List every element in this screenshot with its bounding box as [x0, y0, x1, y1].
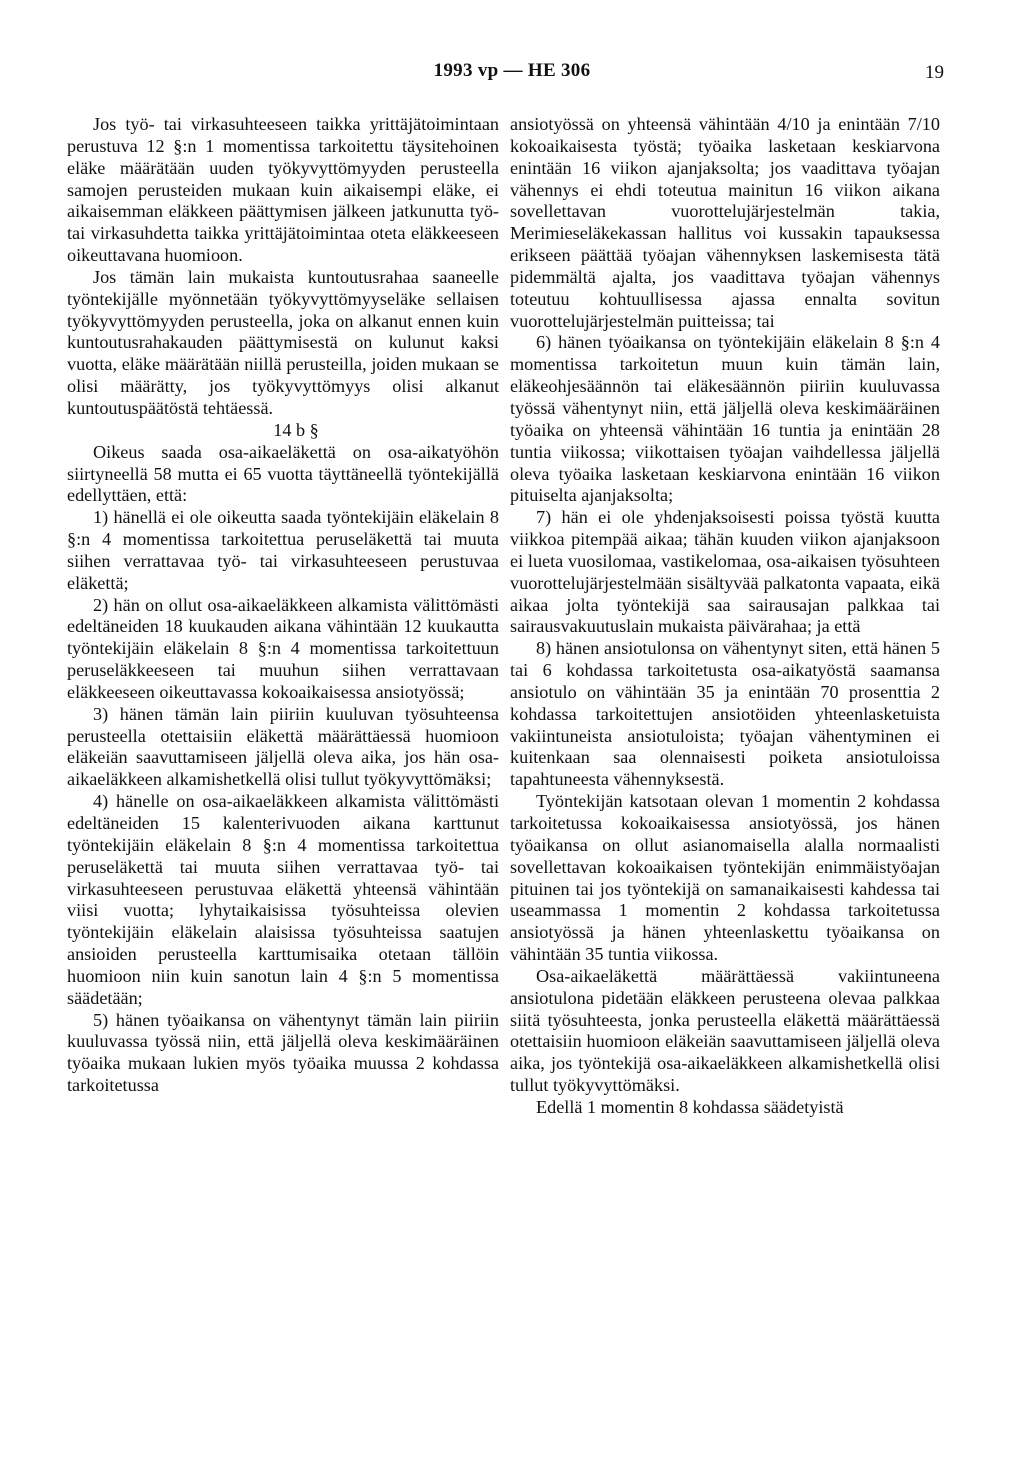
paragraph: Työntekijän katsotaan olevan 1 momentin 2 kohdassa tarkoitetussa kokoaikaisessa ansiotyössä, jos hänen työaikansa on ollut asianomaisella alalla normaalisti sovellettavan kokoaikaisen työntekijän enimmäistyöajan pituinen tai jos työntekijä on samanaikaisesti kahdessa tai useammassa 1 momentin 2 kohdassa tarkoitetussa ansiotyössä ja hänen yhteenlaskettu työaikansa on vähintään 35 tuntia viikossa.: [510, 791, 940, 965]
list-item: 1) hänellä ei ole oikeutta saada työntekijäin eläkelain 8 §:n 4 momentissa tarkoitettua peruseläkettä tai muuta siihen verrattavaa työ- tai virkasuhteeseen perustuvaa eläkettä;: [67, 507, 499, 593]
paragraph: Oikeus saada osa-aikaeläkettä on osa-aikatyöhön siirtyneellä 58 mutta ei 65 vuotta täyttäneellä työntekijällä edellyttäen, että:: [67, 441, 499, 506]
paragraph: Osa-aikaeläkettä määrättäessä vakiintuneena ansiotulona pidetään eläkkeen perusteena olevaa palkkaa siitä työsuhteesta, jonka perusteella eläkettä määrättäessä otettaisiin huomioon eläkeiän saavuttamiseen jäljellä oleva aika, jos työntekijä osa-aikaeläkkeen alkamishetkellä olisi tullut työkyvyttömäksi.: [510, 965, 940, 1096]
right-column: [510, 114, 940, 1119]
left-column: [67, 114, 499, 1097]
list-item: 6) hänen työaikansa on työntekijäin eläkelain 8 §:n 4 momentissa tarkoitetun muun kuin tämän lain, eläkeohjesäännön tai eläkesäännön piiriin kuuluvassa työssä vähentynyt niin, että jäljellä oleva keskimääräinen työaika on yhteensä vähintään 16 tuntia ja enintään 28 tuntia viikossa; viikottaisen työajan vaihdellessa jäljellä oleva työaika lasketaan keskiarvona enintään 16 viikon pituiselta ajanjaksolta;: [510, 332, 940, 506]
list-item: 8) hänen ansiotulonsa on vähentynyt siten, että hänen 5 tai 6 kohdassa tarkoitetusta osa-aikatyöstä saamansa ansiotulo on vähintään 35 ja enintään 70 prosenttia 2 kohdassa tarkoitettujen ansiotöiden yhteenlasketuista vakiintuneista ansiotuloista; työajan vähentyminen ei kuitenkaan saa olennaisesti poiketa ansiotuloissa tapahtuneesta vähennyksestä.: [510, 638, 940, 790]
paragraph: Jos tämän lain mukaista kuntoutusrahaa saaneelle työntekijälle myönnetään työkyvyttömyyseläke sellaisen työkyvyttömyyden perusteella, joka on alkanut ennen kuin kuntoutusrahakauden päättymisestä on kulunut kaksi vuotta, eläke määrätään niillä perusteilla, joiden mukaan se olisi määrätty, jos työkyvyttömyys olisi alkanut kuntoutuspäätöstä tehtäessä.: [67, 266, 499, 418]
paragraph: Edellä 1 momentin 8 kohdassa säädetyistä: [536, 1096, 844, 1117]
paragraph: Jos työ- tai virkasuhteeseen taikka yrittäjätoimintaan perustuva 12 §:n 1 momentissa tarkoitettu täysitehoinen eläke määrätään uuden työkyvyttömyyden perusteella samojen perusteiden mukaan kuin aikaisempi eläke, ei aikaisemman eläkkeen päättymisen jälkeen jatkunutta työ- tai virkasuhdetta taikka yrittäjätoimintaa oteta eläkkeeseen oikeuttavana huomioon.: [67, 114, 499, 266]
list-item: 7) hän ei ole yhdenjaksoisesti poissa työstä kuutta viikkoa pitempää aikaa; tähän kuuden viikon ajanjaksoon ei lueta vuosilomaa, vastikelomaa, osa-aikaisen työsuhteen vuorottelujärjestelmään sisältyvää palkatonta vapaata, eikä aikaa jolta työntekijä saa sairausajan palkkaa tai sairausvakuutuslain mukaista päivärahaa; ja että: [510, 507, 940, 637]
list-item: 5) hänen työaikansa on vähentynyt tämän lain piiriin kuuluvassa työssä niin, että jäljellä oleva keskimääräinen työaika mukaan lukien myös työaika muussa 2 kohdassa tarkoitetussa: [67, 1009, 499, 1096]
list-item: 3) hänen tämän lain piiriin kuuluvan työsuhteensa perusteella otettaisiin eläkettä määrättäessä huomioon eläkeiän saavuttamiseen jäljellä oleva aika, jos hän osa-aikaeläkkeen alkamishetkellä olisi tullut työkyvyttömäksi;: [67, 703, 499, 790]
page-number: 19: [925, 62, 944, 83]
list-item: 2) hän on ollut osa-aikaeläkkeen alkamista välittömästi edeltäneiden 18 kuukauden aikana vähintään 12 kuukautta työntekijäin eläkelain 8 §:n 4 momentissa tarkoitettuun peruseläkkeeseen tai muuhun siihen verrattavaan eläkkeeseen oikeuttavassa kokoaikaisessa ansiotyössä;: [67, 594, 499, 702]
section-heading: 14 b §: [273, 419, 319, 440]
paragraph-continuation: ansiotyössä on yhteensä vähintään 4/10 ja enintään 7/10 kokoaikaisesta työstä; työaika lasketaan keskiarvona enintään 16 viikon ajanjaksolta; jos vaadittava työajan vähennys ei ehdi toteutua mainitun 16 viikon aikana sovellettavan vuorottelujärjestelmän takia, Merimieseläkekassan hallitus voi kussakin tapauksessa erikseen päättää työajan vähennyksen laskemisesta tätä pidemmältä ajalta, jos vaadittava työajan vähennys toteutuu kohtuullisessa ajassa ennalta sovitun vuorottelujärjestelmän puitteissa; tai: [510, 114, 940, 331]
document-header: 1993 vp — HE 306: [433, 60, 591, 81]
list-item: 4) hänelle on osa-aikaeläkkeen alkamista välittömästi edeltäneiden 15 kalenterivuoden aikana karttunut työntekijäin eläkelain 8 §:n 4 momentissa tarkoitettua peruseläkettä tai muuta siihen verrattavaa työ- tai virkasuhteeseen perustuvaa eläkettä yhteensä vähintään viisi vuotta; lyhytaikaisissa työsuhteissa olevien työntekijäin eläkelain alaisissa työsuhteissa saatujen ansioiden perusteella karttumisaika otetaan tällöin huomioon niin kuin sanotun lain 4 §:n 5 momentissa säädetään;: [67, 791, 499, 1008]
